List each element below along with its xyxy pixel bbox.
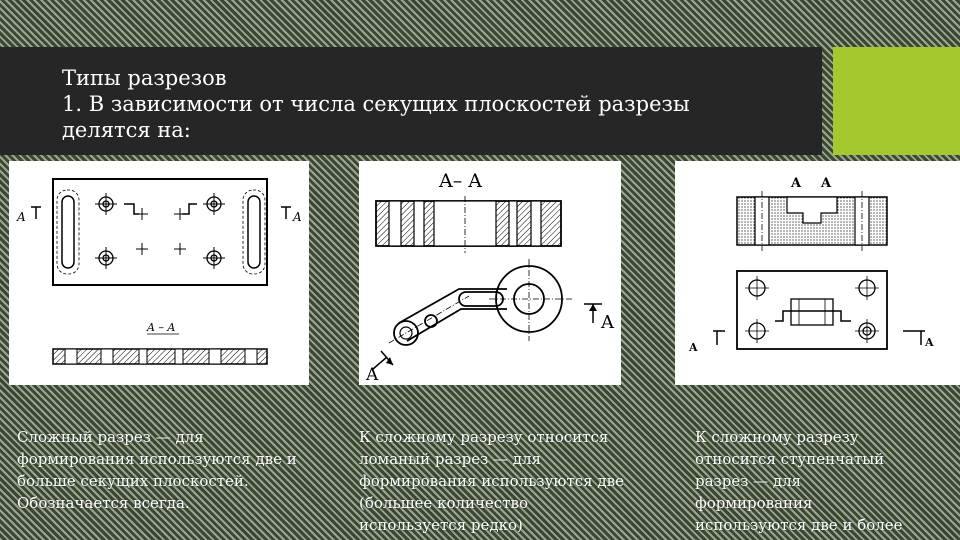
caption-broken-section bbox=[359, 426, 624, 536]
fig3-label-right: A bbox=[925, 336, 934, 349]
caption-2-line-3: формирования используются две bbox=[359, 472, 624, 490]
fig3-label-top-2: A bbox=[821, 176, 832, 191]
accent-block bbox=[833, 47, 960, 155]
figure-complex-section bbox=[9, 161, 309, 385]
caption-1-line-3: больше секущих плоскостей. bbox=[17, 472, 249, 490]
caption-1-line-1: Сложный разрез — для bbox=[17, 428, 204, 446]
fig1-label-left: A bbox=[17, 210, 26, 224]
complex-section-drawing bbox=[9, 161, 309, 385]
caption-2-line-4: (большее количество bbox=[359, 494, 528, 512]
fig3-label-top-1: A bbox=[791, 176, 802, 191]
caption-2-line-5: используется редко) bbox=[359, 516, 523, 534]
figure-stepped-section bbox=[675, 161, 960, 385]
caption-stepped-section bbox=[695, 426, 903, 536]
title-bar bbox=[0, 47, 822, 155]
caption-2-line-1: К сложному разрезу относится bbox=[359, 428, 609, 446]
caption-complex-section bbox=[17, 426, 297, 514]
caption-3-line-4: формирования bbox=[695, 494, 813, 512]
stepped-section-drawing bbox=[675, 161, 960, 385]
title-line-3: делятся на: bbox=[62, 118, 191, 142]
fig1-label-section: A – A bbox=[147, 321, 176, 334]
fig2-label-right: A bbox=[601, 312, 614, 333]
fig3-label-left: A bbox=[689, 341, 698, 354]
caption-1-line-4: Обозначается всегда. bbox=[17, 494, 190, 512]
slide-title bbox=[62, 65, 802, 143]
title-line-2: 1. В зависимости от числа секущих плоскостей разрезы bbox=[62, 92, 690, 116]
title-line-1: Типы разрезов bbox=[62, 66, 227, 90]
fig1-label-right: A bbox=[293, 210, 302, 224]
fig2-label-bottom: A bbox=[366, 365, 379, 385]
caption-3-line-2: относится ступенчатый bbox=[695, 450, 885, 468]
broken-section-drawing bbox=[359, 161, 621, 385]
caption-1-line-2: формирования используются две и bbox=[17, 450, 297, 468]
caption-3-line-5: используются две и более bbox=[695, 516, 903, 534]
caption-3-line-3: разрез — для bbox=[695, 472, 802, 490]
caption-2-line-2: ломаный разрез — для bbox=[359, 450, 542, 468]
fig2-label-top: A– A bbox=[439, 170, 482, 192]
caption-3-line-1: К сложному разрезу bbox=[695, 428, 859, 446]
figure-broken-section bbox=[359, 161, 621, 385]
